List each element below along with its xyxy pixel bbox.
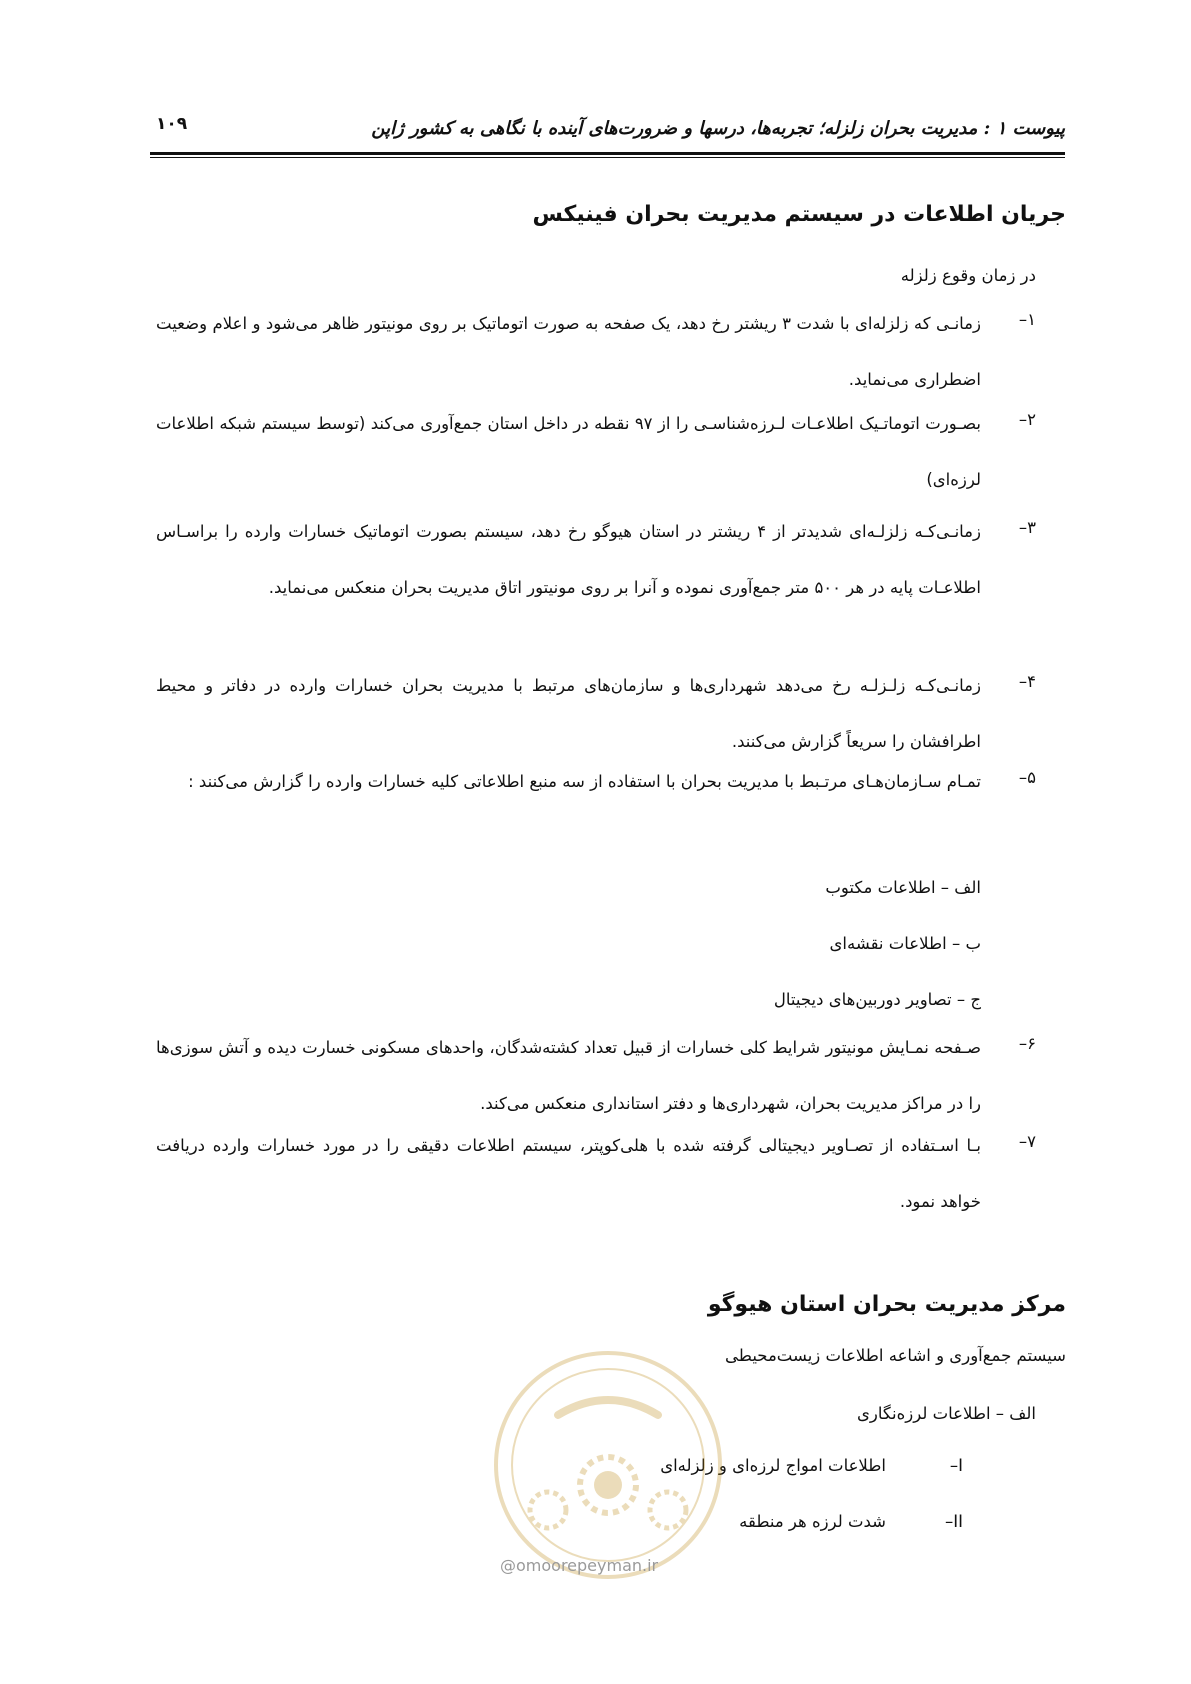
list-number: ۳–	[1018, 518, 1036, 537]
list-number: ۵–	[1018, 768, 1036, 787]
list-number: ۶–	[1018, 1034, 1036, 1053]
list-number: ۱–	[1018, 310, 1036, 329]
sub-item: ج – تصاویر دوربین‌های دیجیتال	[773, 990, 981, 1009]
list-number: ۴–	[1018, 672, 1036, 691]
running-title: پیوست ۱ : مدیریت بحران زلزله؛ تجربه‌ها، درسها و ضرورت‌های آینده با نگاهی به کشور ژاپن	[371, 118, 1065, 139]
list-number: ۲–	[1018, 410, 1036, 429]
section-heading-2: مرکز مدیریت بحران استان هیوگو	[707, 1292, 1066, 1317]
list-number: ۷–	[1018, 1132, 1036, 1151]
list-text: زمانـی‌کـه زلـزلـه رخ می‌دهد شهرداری‌ها و سازمان‌های مرتبط با مدیریت بحران خسارات وارده در دفاتر و محیط اطرافشان را سریعاً گزارش می‌کنند.	[156, 676, 981, 751]
list-item	[156, 768, 1036, 878]
roman-numeral: II–	[945, 1512, 963, 1531]
list-text: بـا اسـتفاده از تصـاویر دیجیتالی گرفته شده با هلی‌کوپتر، سیستم اطلاعات دقیقی را در مورد خسارات وارده دریافت خواهد نمود.	[156, 1136, 981, 1211]
sub-item: الف – اطلاعات مکتوب	[825, 878, 981, 897]
section-subheading-1: در زمان وقوع زلزله	[900, 266, 1036, 285]
roman-text: شدت لرزه هر منطقه	[739, 1512, 886, 1531]
running-header	[150, 110, 1065, 150]
watermark-url: @omoorepeyman.ir	[500, 1556, 659, 1575]
header-rule-thick	[150, 152, 1065, 155]
header-rule-thin	[150, 157, 1065, 158]
list-text: تمـام سـازمان‌هـای مرتـبط با مدیریت بحران با استفاده از سه منبع اطلاعاتی کلیه خسارات وارده را گزارش می‌کنند :	[188, 772, 981, 791]
section-subheading-2: سیستم جمع‌آوری و اشاعه اطلاعات زیست‌محیطی	[725, 1346, 1066, 1365]
list-item	[156, 1132, 1036, 1242]
list-text: زمانـی‌کـه زلزلـه‌ای شدیدتر از ۴ ریشتر در استان هیوگو رخ دهد، سیستم بصورت اتوماتیک خسارات وارده را براسـاس اطلاعـات پایه در هر ۵۰۰ متر جمع‌آوری نموده و آنرا بر روی مونیتور اتاق مدیریت بحران منعکس می‌نماید.	[156, 522, 981, 597]
roman-numeral: I–	[949, 1456, 963, 1475]
roman-text: اطلاعات امواج لرزه‌ای و زلزله‌ای	[660, 1456, 886, 1475]
list-text: صـفحه نمـایش مونیتور شرایط کلی خسارات از قبیل تعداد کشته‌شدگان، واحدهای مسکونی خسارت دیده و آتش سوزی‌ها را در مراکز مدیریت بحران، شهرداری‌ها و دفتر استانداری منعکس می‌کند.	[156, 1038, 981, 1113]
sub-item: ب – اطلاعات نقشه‌ای	[829, 934, 981, 953]
page-number: ۱۰۹	[156, 114, 188, 134]
section-heading-1: جریان اطلاعات در سیستم مدیریت بحران فینیکس	[532, 202, 1066, 227]
list-text: زمانـی که زلزله‌ای با شدت ۳ ریشتر رخ دهد، یک صفحه به صورت اتوماتیک بر روی مونیتور ظاهر می‌شود و اعلام وضعیت اضطراری می‌نماید.	[156, 314, 981, 389]
watermark-seal-icon	[488, 1345, 728, 1585]
sub-item: الف – اطلاعات لرزه‌نگاری	[856, 1404, 1036, 1423]
list-text: بصـورت اتوماتـیک اطلاعـات لـرزه‌شناسـی را از ۹۷ نقطه در داخل استان جمع‌آوری می‌کند (توسط سیستم شبکه اطلاعات لرزه‌ای)	[156, 414, 981, 489]
